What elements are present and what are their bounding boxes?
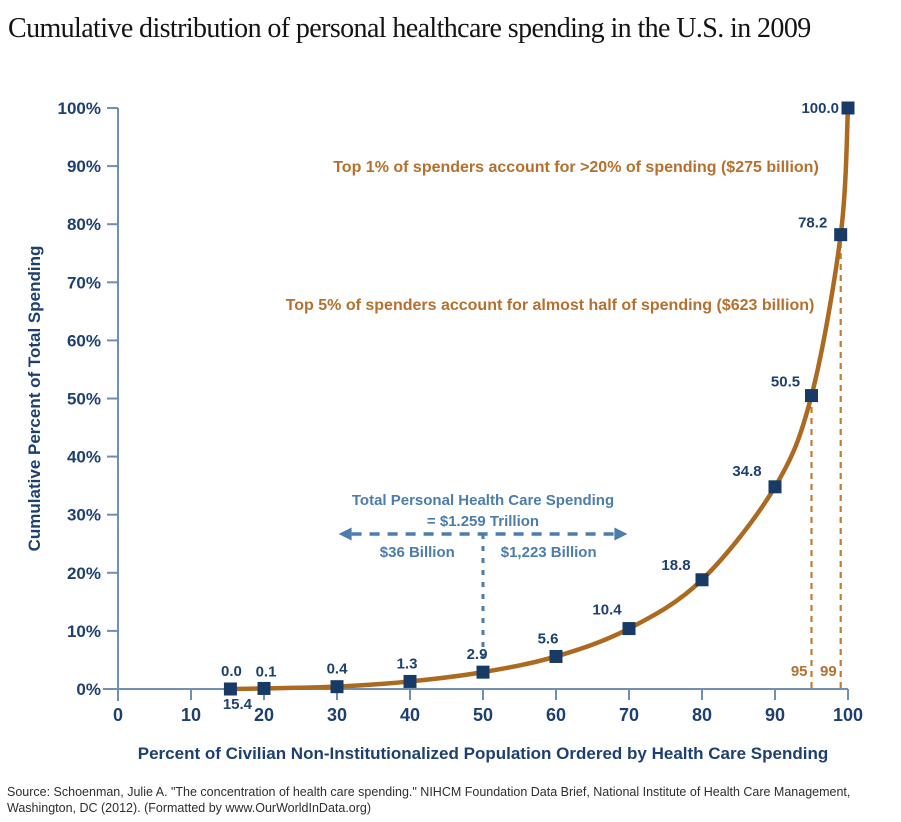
data-point-marker xyxy=(224,683,237,696)
data-point-label: 0.4 xyxy=(326,660,348,678)
y-tick-label: 10% xyxy=(66,621,101,641)
total-spending-callout xyxy=(339,492,628,658)
y-tick-label: 70% xyxy=(66,273,101,293)
page-title: Cumulative distribution of personal healthcare spending in the U.S. in 2009 xyxy=(8,13,811,44)
callout-title: Total Personal Health Care Spending xyxy=(351,492,615,509)
y-tick-label: 100% xyxy=(57,99,101,118)
data-point-label: 78.2 xyxy=(798,214,828,232)
y-tick-label: 50% xyxy=(66,389,101,409)
y-tick-label: 20% xyxy=(66,563,101,583)
arrow-left-icon xyxy=(339,528,352,541)
data-point-label: 0.0 xyxy=(220,663,242,680)
y-axis-title: Cumulative Percent of Total Spending xyxy=(25,245,44,552)
x-tick-label: 100 xyxy=(832,705,864,725)
data-point-marker xyxy=(331,680,344,693)
reference-line-label: 99 xyxy=(820,663,837,680)
x-tick-label: 30 xyxy=(326,705,348,725)
data-point-label: 10.4 xyxy=(592,601,622,619)
x-tick-label: 60 xyxy=(545,705,567,725)
callout-total-value: = $1.259 Trillion xyxy=(426,513,540,530)
data-point-marker xyxy=(404,675,417,688)
x-tick-label: 20 xyxy=(253,705,275,725)
y-tick-label: 90% xyxy=(66,157,101,177)
data-point-marker xyxy=(769,480,782,493)
source-line-2: Washington, DC (2012). (Formatted by www.OurWorldInData.org) xyxy=(7,801,372,815)
source-line-1: Source: Schoenman, Julie A. "The concentration of health care spending." NIHCM Foundation Data Brief, National Institute of Health Care Management, xyxy=(7,785,851,799)
data-point-label: 50.5 xyxy=(770,373,801,391)
data-point-marker xyxy=(550,650,563,663)
y-tick-label: 60% xyxy=(66,331,101,351)
spending-curve xyxy=(230,108,848,689)
data-point-label: 0.1 xyxy=(255,663,277,681)
data-point-label: 100.0 xyxy=(801,100,839,117)
data-point-marker xyxy=(623,622,636,635)
data-point-marker xyxy=(805,389,818,402)
data-point-marker xyxy=(696,573,709,586)
source-note xyxy=(7,784,897,816)
y-tick-label: 30% xyxy=(66,505,101,525)
y-tick-label: 40% xyxy=(66,447,101,467)
data-point-label: 18.8 xyxy=(661,556,691,574)
data-point-label: 1.3 xyxy=(396,655,418,673)
x-tick-label: 90 xyxy=(764,705,786,725)
x-tick-label: 50 xyxy=(472,705,494,725)
callout-left-amount: $36 Billion xyxy=(379,544,455,561)
data-point-marker xyxy=(477,666,490,679)
x-tick-label: 10 xyxy=(180,705,202,725)
x-tick-label: 0 xyxy=(112,705,124,725)
y-tick-label: 80% xyxy=(66,215,101,235)
x-tick-label: 80 xyxy=(691,705,713,725)
annotation-top5-text: Top 5% of spenders account for almost half of spending ($623 billion) xyxy=(285,297,815,314)
data-point-label: 34.8 xyxy=(732,462,762,480)
x-axis-title: Percent of Civilian Non-Institutionalized Population Ordered by Health Care Spending xyxy=(137,744,829,763)
data-point-marker xyxy=(258,682,271,695)
arrow-right-icon xyxy=(614,528,627,541)
x-tick-label: 40 xyxy=(399,705,421,725)
y-tick-label: 0% xyxy=(76,680,101,699)
data-point-marker xyxy=(834,228,847,241)
data-point-label: 2.9 xyxy=(466,646,488,664)
first-point-x-label: 15.4 xyxy=(222,696,253,713)
data-point-label: 5.6 xyxy=(537,630,559,648)
x-tick-label: 70 xyxy=(618,705,640,725)
reference-line-label: 95 xyxy=(790,663,808,680)
data-point-marker xyxy=(842,102,855,115)
callout-right-amount: $1,223 Billion xyxy=(500,544,597,561)
annotation-top1-text: Top 1% of spenders account for >20% of spending ($275 billion) xyxy=(333,159,819,176)
